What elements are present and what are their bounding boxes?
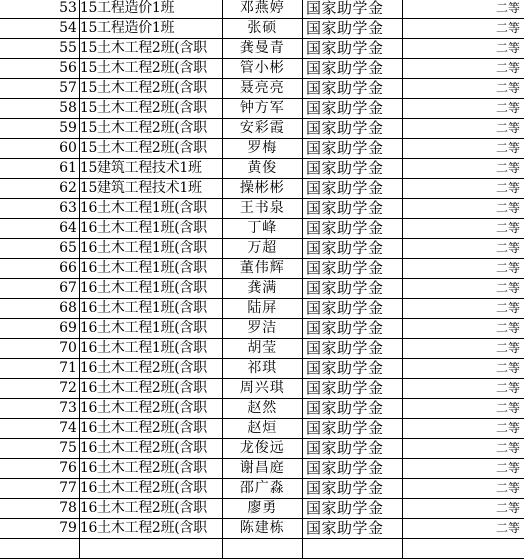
- class-name-cell: 15土木工程2班(含职: [79, 119, 222, 139]
- grant-level-cell: 二等: [402, 279, 524, 299]
- row-number-cell: 75: [0, 439, 79, 459]
- row-number-cell: 79: [0, 519, 79, 539]
- grant-level-cell: 二等: [402, 459, 524, 479]
- grant-type-cell: 国家助学金: [303, 399, 403, 419]
- table-row: [0, 459, 524, 479]
- row-number-cell: 55: [0, 39, 79, 59]
- row-number-cell: 68: [0, 299, 79, 319]
- grant-type-cell: 国家助学金: [303, 219, 403, 239]
- student-name-cell: 邵广淼: [222, 479, 302, 499]
- row-number-cell: 73: [0, 399, 79, 419]
- student-name-cell: 陆屏: [222, 299, 302, 319]
- class-name-cell: 16土木工程1班(含职: [79, 199, 222, 219]
- grant-level-cell: 二等: [402, 159, 524, 179]
- grant-type-cell: 国家助学金: [303, 79, 403, 99]
- class-name-cell: 15工程造价1班: [79, 19, 222, 39]
- table-row: [0, 159, 524, 179]
- student-name-cell: 聂亮亮: [222, 79, 302, 99]
- student-name-cell: 安彩霞: [222, 119, 302, 139]
- grant-type-cell: 国家助学金: [303, 179, 403, 199]
- table-row: [0, 319, 524, 339]
- student-name-cell: 丁峰: [222, 219, 302, 239]
- student-name-cell: 钟方军: [222, 99, 302, 119]
- table-row: [0, 299, 524, 319]
- grant-type-cell: 国家助学金: [303, 119, 403, 139]
- grant-level-cell: 二等: [402, 79, 524, 99]
- row-number-cell: 62: [0, 179, 79, 199]
- class-name-cell: 16土木工程2班(含职: [79, 519, 222, 539]
- grant-level-cell: 二等: [402, 419, 524, 439]
- class-name-cell: 16土木工程2班(含职: [79, 399, 222, 419]
- student-name-cell: 龚曼青: [222, 39, 302, 59]
- row-number-cell: 54: [0, 19, 79, 39]
- table-row: [0, 99, 524, 119]
- student-name-cell: 祁琪: [222, 359, 302, 379]
- grant-level-cell: 二等: [402, 499, 524, 519]
- empty-cell: [402, 539, 524, 559]
- class-name-cell: 15土木工程2班(含职: [79, 39, 222, 59]
- grant-level-cell: 二等: [402, 199, 524, 219]
- class-name-cell: 15土木工程2班(含职: [79, 59, 222, 79]
- table-row: [0, 279, 524, 299]
- student-name-cell: 廖勇: [222, 499, 302, 519]
- row-number-cell: 78: [0, 499, 79, 519]
- table-row: [0, 479, 524, 499]
- row-number-cell: 69: [0, 319, 79, 339]
- grant-type-cell: 国家助学金: [303, 259, 403, 279]
- student-name-cell: 管小彬: [222, 59, 302, 79]
- row-number-cell: 76: [0, 459, 79, 479]
- student-name-cell: 赵然: [222, 399, 302, 419]
- grant-type-cell: 国家助学金: [303, 419, 403, 439]
- table-row: [0, 519, 524, 539]
- grant-type-cell: 国家助学金: [303, 59, 403, 79]
- table-row-partial: [0, 539, 524, 559]
- class-name-cell: 15土木工程2班(含职: [79, 99, 222, 119]
- table-row: [0, 39, 524, 59]
- grant-level-cell: 二等: [402, 439, 524, 459]
- table-row: [0, 179, 524, 199]
- grant-level-cell: 二等: [402, 319, 524, 339]
- grant-type-cell: 国家助学金: [303, 0, 403, 19]
- class-name-cell: 15工程造价1班: [79, 0, 222, 19]
- grant-level-cell: 二等: [402, 339, 524, 359]
- row-number-cell: 74: [0, 419, 79, 439]
- student-name-cell: 周兴琪: [222, 379, 302, 399]
- student-name-cell: 操彬彬: [222, 179, 302, 199]
- grant-type-cell: 国家助学金: [303, 239, 403, 259]
- class-name-cell: 15土木工程2班(含职: [79, 79, 222, 99]
- grant-type-cell: 国家助学金: [303, 339, 403, 359]
- grant-level-cell: 二等: [402, 239, 524, 259]
- class-name-cell: 16土木工程2班(含职: [79, 499, 222, 519]
- row-number-cell: 66: [0, 259, 79, 279]
- row-number-cell: 71: [0, 359, 79, 379]
- class-name-cell: 15土木工程2班(含职: [79, 139, 222, 159]
- class-name-cell: 16土木工程1班(含职: [79, 299, 222, 319]
- grant-level-cell: 二等: [402, 119, 524, 139]
- grant-level-cell: 二等: [402, 99, 524, 119]
- grant-type-cell: 国家助学金: [303, 99, 403, 119]
- row-number-cell: 59: [0, 119, 79, 139]
- table-row: [0, 59, 524, 79]
- grant-level-cell: 二等: [402, 299, 524, 319]
- student-name-cell: 陈建栋: [222, 519, 302, 539]
- student-name-cell: 罗洁: [222, 319, 302, 339]
- class-name-cell: 16土木工程1班(含职: [79, 279, 222, 299]
- row-number-cell: 61: [0, 159, 79, 179]
- grant-level-cell: 二等: [402, 39, 524, 59]
- table-row: [0, 359, 524, 379]
- grant-level-cell: 二等: [402, 359, 524, 379]
- class-name-cell: 16土木工程2班(含职: [79, 479, 222, 499]
- table-row: [0, 339, 524, 359]
- student-name-cell: 龚满: [222, 279, 302, 299]
- table-row: [0, 399, 524, 419]
- row-number-cell: 65: [0, 239, 79, 259]
- student-name-cell: 万超: [222, 239, 302, 259]
- student-name-cell: 王书泉: [222, 199, 302, 219]
- class-name-cell: 16土木工程2班(含职: [79, 459, 222, 479]
- table-row: [0, 199, 524, 219]
- class-name-cell: 16土木工程1班(含职: [79, 319, 222, 339]
- student-name-cell: 董伟辉: [222, 259, 302, 279]
- grant-type-cell: 国家助学金: [303, 319, 403, 339]
- table-row: [0, 119, 524, 139]
- table-row: [0, 379, 524, 399]
- table-row: [0, 0, 524, 19]
- student-name-cell: 龙俊远: [222, 439, 302, 459]
- grant-level-cell: 二等: [402, 139, 524, 159]
- row-number-cell: 67: [0, 279, 79, 299]
- grant-type-cell: 国家助学金: [303, 459, 403, 479]
- table-row: [0, 19, 524, 39]
- class-name-cell: 16土木工程1班(含职: [79, 259, 222, 279]
- grant-type-cell: 国家助学金: [303, 19, 403, 39]
- empty-cell: [303, 539, 403, 559]
- row-number-cell: 77: [0, 479, 79, 499]
- class-name-cell: 16土木工程2班(含职: [79, 439, 222, 459]
- class-name-cell: 16土木工程2班(含职: [79, 359, 222, 379]
- grant-level-cell: 二等: [402, 219, 524, 239]
- grant-type-cell: 国家助学金: [303, 379, 403, 399]
- table-row: [0, 219, 524, 239]
- student-name-cell: 黄俊: [222, 159, 302, 179]
- grant-type-cell: 国家助学金: [303, 439, 403, 459]
- row-number-cell: 56: [0, 59, 79, 79]
- grant-type-cell: 国家助学金: [303, 519, 403, 539]
- table-row: [0, 259, 524, 279]
- grant-level-cell: 二等: [402, 259, 524, 279]
- student-name-cell: 谢昌庭: [222, 459, 302, 479]
- grant-type-cell: 国家助学金: [303, 199, 403, 219]
- row-number-cell: 64: [0, 219, 79, 239]
- grant-level-cell: 二等: [402, 479, 524, 499]
- class-name-cell: 16土木工程1班(含职: [79, 339, 222, 359]
- class-name-cell: 16土木工程1班(含职: [79, 239, 222, 259]
- table-row: [0, 139, 524, 159]
- class-name-cell: 15建筑工程技术1班: [79, 159, 222, 179]
- empty-cell: [222, 539, 302, 559]
- grant-type-cell: 国家助学金: [303, 499, 403, 519]
- student-name-cell: 赵烜: [222, 419, 302, 439]
- grant-type-cell: 国家助学金: [303, 279, 403, 299]
- table-row: [0, 79, 524, 99]
- student-name-cell: 罗梅: [222, 139, 302, 159]
- grant-level-cell: 二等: [402, 519, 524, 539]
- class-name-cell: 15建筑工程技术1班: [79, 179, 222, 199]
- class-name-cell: 16土木工程1班(含职: [79, 219, 222, 239]
- row-number-cell: 70: [0, 339, 79, 359]
- grant-type-cell: 国家助学金: [303, 359, 403, 379]
- grant-type-cell: 国家助学金: [303, 299, 403, 319]
- grant-level-cell: 二等: [402, 59, 524, 79]
- row-number-cell: 58: [0, 99, 79, 119]
- grant-level-cell: 二等: [402, 399, 524, 419]
- row-number-cell: 60: [0, 139, 79, 159]
- grant-type-cell: 国家助学金: [303, 159, 403, 179]
- row-number-cell: 57: [0, 79, 79, 99]
- row-number-cell: 63: [0, 199, 79, 219]
- table-row: [0, 419, 524, 439]
- grant-level-cell: 二等: [402, 0, 524, 19]
- grant-level-cell: 二等: [402, 19, 524, 39]
- table-row: [0, 439, 524, 459]
- table-row: [0, 239, 524, 259]
- row-number-cell: 72: [0, 379, 79, 399]
- class-name-cell: 16土木工程2班(含职: [79, 379, 222, 399]
- class-name-cell: 16土木工程2班(含职: [79, 419, 222, 439]
- grant-type-cell: 国家助学金: [303, 139, 403, 159]
- student-name-cell: 张硕: [222, 19, 302, 39]
- student-name-cell: 邓燕婷: [222, 0, 302, 19]
- grant-level-cell: 二等: [402, 379, 524, 399]
- student-name-cell: 胡莹: [222, 339, 302, 359]
- table-row: [0, 499, 524, 519]
- grant-type-cell: 国家助学金: [303, 479, 403, 499]
- empty-cell: [0, 539, 79, 559]
- row-number-cell: 53: [0, 0, 79, 19]
- grant-type-cell: 国家助学金: [303, 39, 403, 59]
- empty-cell: [79, 539, 222, 559]
- grant-level-cell: 二等: [402, 179, 524, 199]
